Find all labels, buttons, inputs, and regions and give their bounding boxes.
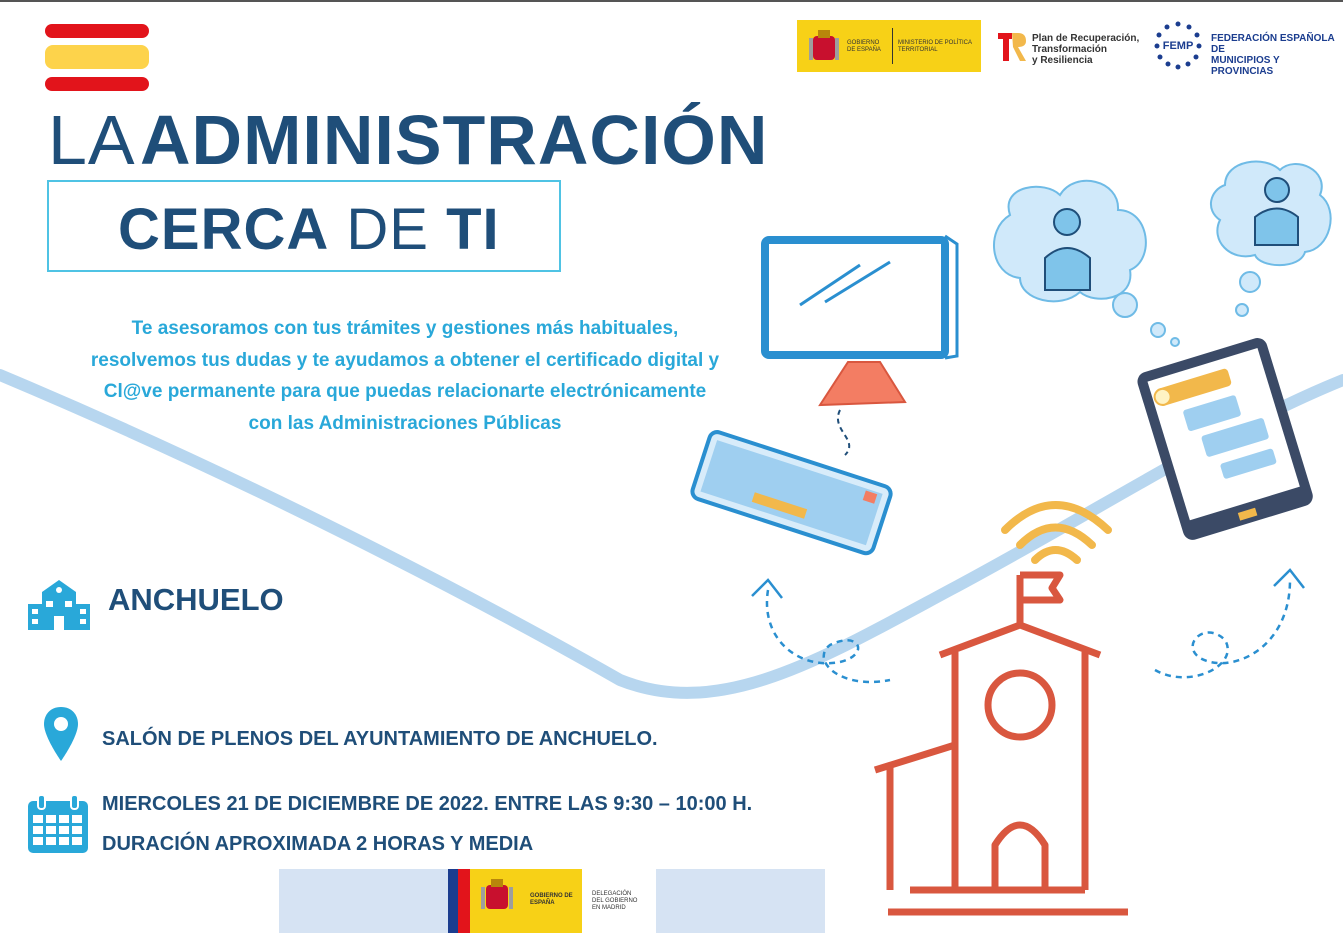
plan-line-3: y Resiliencia (1032, 55, 1093, 66)
school-building-icon (28, 578, 90, 630)
logo-divider (892, 28, 893, 64)
keyboard-icon (690, 430, 892, 555)
event-place: SALÓN DE PLENOS DEL AYUNTAMIENTO DE ANCHUELO. (102, 728, 658, 750)
footer-delegacion-line-2: DEL GOBIERNO (592, 898, 638, 904)
femp-label (1211, 33, 1343, 77)
footer-delegacion-line-1: DELEGACIÓN (592, 891, 632, 897)
gobierno-label: GOBIERNO DE ESPAÑA (847, 40, 881, 53)
femp-stars-icon (1153, 20, 1203, 70)
subtitle-de: DE (346, 197, 429, 262)
femp-mark: FEMP (1162, 40, 1194, 52)
title-bold: ADMINISTRACIÓN (140, 101, 769, 179)
thought-cloud-left-icon (994, 181, 1179, 346)
delegacion-gobierno-logo (448, 869, 656, 933)
title-light: LA (48, 101, 136, 179)
prtr-logo-icon (996, 31, 1028, 63)
monitor-icon (765, 236, 957, 455)
plan-line-2: Transformación (1032, 44, 1108, 55)
coat-of-arms-icon (807, 28, 841, 64)
town-name: ANCHUELO (108, 582, 284, 617)
calendar-icon (28, 795, 88, 853)
intro-paragraph: Te asesoramos con tus trámites y gestiones más habituales, resolvemos tus dudas y te ayudamos a obtener el certificado digital y Cl@ve permanente para que puedas relacionarte electrónicamente con las Administraciones Públicas (90, 318, 720, 434)
event-duration: DURACIÓN APROXIMADA 2 HORAS Y MEDIA (102, 833, 534, 855)
footer-gobierno-label: GOBIERNO DE ESPAÑA (530, 893, 573, 906)
dashed-arrow-right-icon (1155, 580, 1290, 677)
gobierno-ministerio-logo (797, 20, 981, 72)
subtitle (118, 196, 500, 263)
event-date: MIERCOLES 21 DE DICIEMBRE DE 2022. ENTRE LAS 9:30 – 10:00 H. (102, 793, 753, 815)
thought-cloud-right-icon (1211, 162, 1331, 316)
tablet-icon (1135, 336, 1315, 543)
femp-line-2: MUNICIPIOS Y PROVINCIAS (1211, 55, 1280, 77)
ministerio-label: MINISTERIO DE POLÍTICA TERRITORIAL (898, 40, 972, 53)
plan-line-1: Plan de Recuperación, (1032, 33, 1140, 44)
footer-delegacion-label (592, 891, 654, 912)
plan-recuperacion-label (1032, 33, 1139, 66)
subtitle-ti: TI (446, 197, 500, 262)
subtitle-cerca: CERCA (118, 197, 330, 262)
femp-line-1: FEDERACIÓN ESPAÑOLA DE (1211, 33, 1335, 55)
town-hall-icon (875, 575, 1128, 912)
location-pin-icon (42, 705, 80, 763)
footer-delegacion-line-3: EN MADRID (592, 905, 626, 911)
